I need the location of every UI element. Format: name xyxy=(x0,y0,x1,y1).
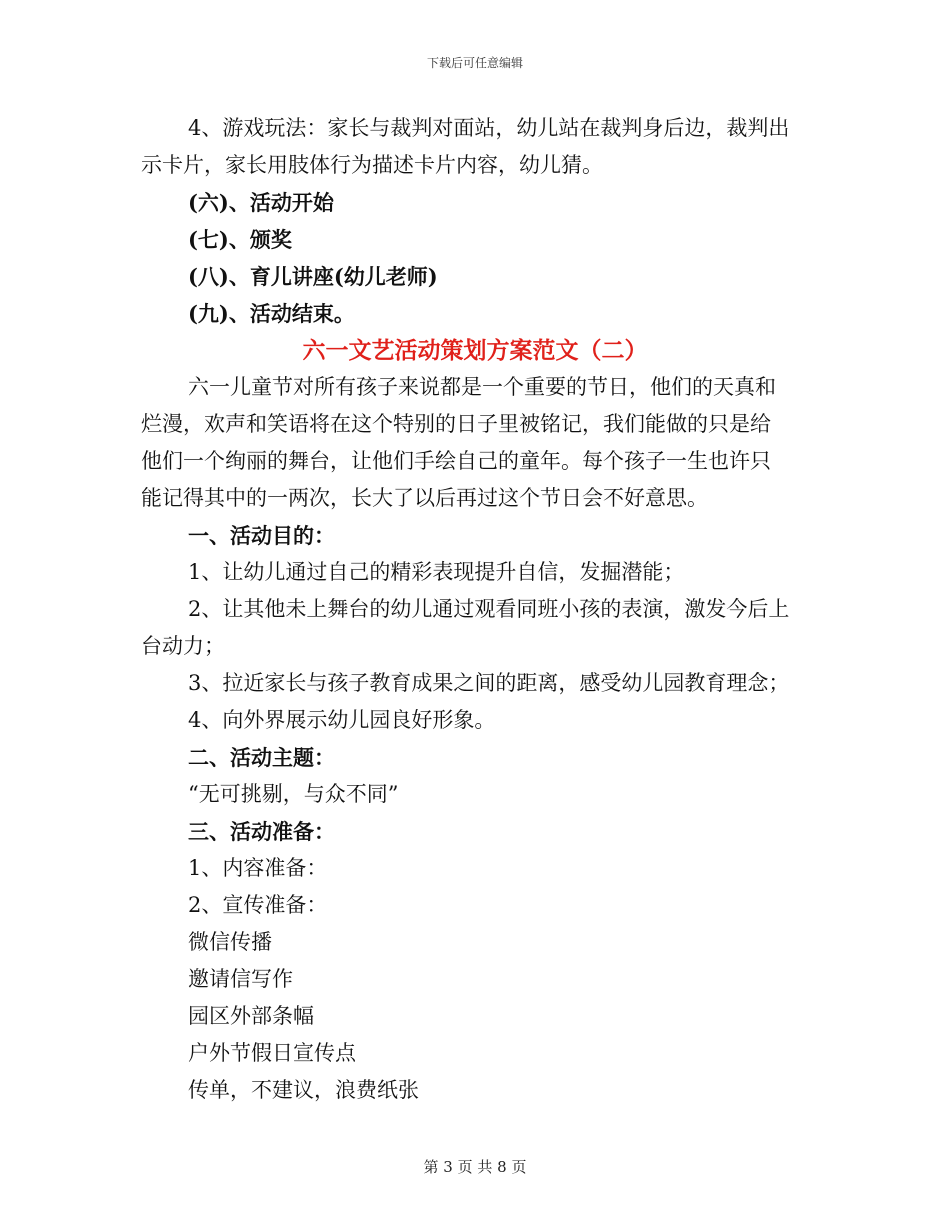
intro-line-1: 六一儿童节对所有孩子来说都是一个重要的节日，他们的天真和 xyxy=(188,375,776,399)
step-lecture: (八)、育儿讲座(幼儿老师) xyxy=(188,264,438,289)
purpose-item-2-cont: 台动力； xyxy=(141,634,225,658)
prep-item: 微信传播 xyxy=(188,930,272,954)
theme-heading: 二、活动主题： xyxy=(188,745,335,770)
intro-line-2: 烂漫，欢声和笑语将在这个特别的日子里被铭记，我们能做的只是给 xyxy=(141,412,771,436)
purpose-item-3: 3、拉近家长与孩子教育成果之间的距离，感受幼儿园教育理念； xyxy=(188,671,790,695)
purpose-item-2: 2、让其他未上舞台的幼儿通过观看同班小孩的表演，激发今后上 xyxy=(188,597,790,621)
step-end: (九)、活动结束。 xyxy=(188,301,355,326)
document-body xyxy=(141,110,821,1109)
purpose-item-4: 4、向外界展示幼儿园良好形象。 xyxy=(188,708,496,732)
step-awards: (七)、颁奖 xyxy=(188,227,292,252)
page-header: 下载后可任意编辑 xyxy=(426,56,523,70)
intro-line-4: 能记得其中的一两次，长大了以后再过这个节日会不好意思。 xyxy=(141,486,708,510)
game-rule-line-1: 4、游戏玩法：家长与裁判对面站，幼儿站在裁判身后边，裁判出 xyxy=(188,116,790,140)
prep-item: 邀请信写作 xyxy=(188,967,293,991)
prep-item: 1、内容准备： xyxy=(188,856,328,880)
prep-heading: 三、活动准备： xyxy=(188,819,335,844)
step-start: (六)、活动开始 xyxy=(188,190,334,215)
intro-line-3: 他们一个绚丽的舞台，让他们手绘自己的童年。每个孩子一生也许只 xyxy=(141,449,771,473)
game-rule-line-2: 示卡片，家长用肢体行为描述卡片内容，幼儿猜。 xyxy=(141,153,603,177)
article-title: 六一文艺活动策划方案范文（二） xyxy=(302,337,648,364)
prep-item: 户外节假日宣传点 xyxy=(188,1041,356,1065)
theme-text: “无可挑剔，与众不同” xyxy=(188,782,399,806)
page-footer: 第 3 页 共 8 页 xyxy=(423,1158,527,1176)
purpose-heading: 一、活动目的： xyxy=(188,523,335,548)
prep-item: 园区外部条幅 xyxy=(188,1004,314,1028)
prep-item: 传单，不建议，浪费纸张 xyxy=(188,1078,419,1102)
prep-item: 2、宣传准备： xyxy=(188,893,328,917)
purpose-item-1: 1、让幼儿通过自己的精彩表现提升自信，发掘潜能； xyxy=(188,560,685,584)
